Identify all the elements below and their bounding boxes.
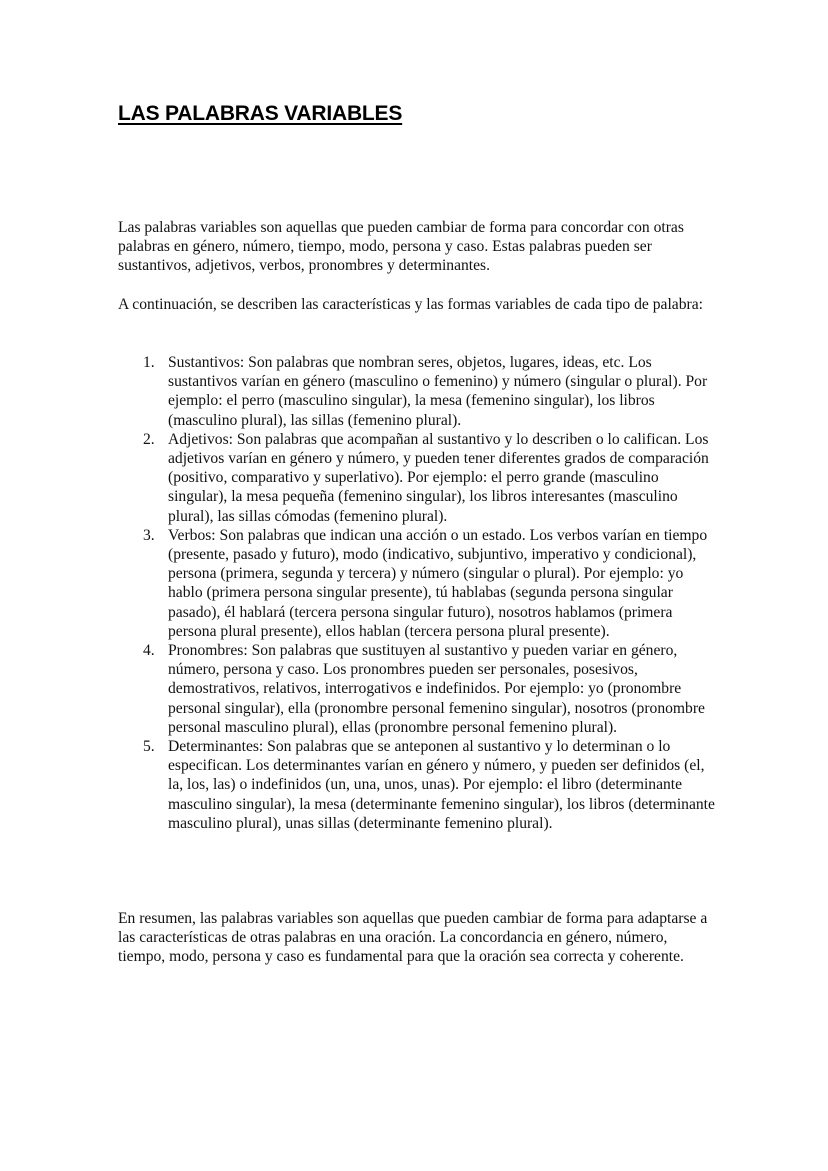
conclusion-paragraph: En resumen, las palabras variables son aquellas que pueden cambiar de forma para adaptarse a las características de otras palabras en una oración. La concordancia en género, número, tiempo, modo, persona y caso es fundamental para que la oración sea correcta y coherente. (118, 910, 708, 966)
list-item-number: 3. (143, 526, 155, 544)
list-item-text: Pronombres: Son palabras que sustituyen al sustantivo y pueden variar en género, número, persona y caso. Los pronombres pueden ser personales, posesivos, demostrativos, relativos, interrogativos e indefinidos. Por ejemplo: yo (pronombre personal singular), ella (pronombre personal femenino singular), nosotros (pronombre personal masculino plural), ellas (pronombre personal femenino plural). (168, 642, 705, 736)
list-item-text: Sustantivos: Son palabras que nombran seres, objetos, lugares, ideas, etc. Los sustantivos varían en género (masculino o femenino) y número (singular o plural). Por ejemplo: el perro (masculino singular), la mesa (femenino singular), los libros (masculino plural), las sillas (femenino plural). (168, 354, 708, 429)
list-item-verbos (118, 526, 718, 641)
list-item-number: 4. (143, 642, 155, 660)
lead-paragraph: A continuación, se describen las características y las formas variables de cada tipo de palabra: (118, 296, 703, 313)
word-type-list (118, 353, 718, 833)
list-item-determinantes (118, 737, 718, 833)
list-item-sustantivos (118, 353, 718, 430)
list-item-text: Determinantes: Son palabras que se anteponen al sustantivo y lo determinan o lo especifican. Los determinantes varían en género y número, y pueden ser definidos (el, la, los, las) o indefinidos (un, una, unos, unas). Por ejemplo: el libro (determinante masculino singular), la mesa (determinante femenino singular), los libros (determinante masculino plural), unas sillas (determinante femenino plural). (168, 738, 715, 832)
list-item-number: 5. (143, 738, 155, 756)
list-item-text: Verbos: Son palabras que indican una acción o un estado. Los verbos varían en tiempo (presente, pasado y futuro), modo (indicativo, subjuntivo, imperativo y condicional), persona (primera, segunda y tercera) y número (singular o plural). Por ejemplo: yo hablo (primera persona singular presente), tú hablabas (segunda persona singular pasado), él hablará (tercera persona singular futuro), nosotros hablamos (primera persona plural presente), ellos hablan (tercera persona plural presente). (168, 526, 708, 640)
list-item-adjetivos (118, 430, 718, 526)
list-item-number: 1. (143, 354, 155, 371)
list-item-number: 2. (143, 430, 155, 448)
intro-paragraph: Las palabras variables son aquellas que pueden cambiar de forma para concordar con otras palabras en género, número, tiempo, modo, persona y caso. Estas palabras pueden ser sustantivos, adjetivos, verbos, pronombres y determinantes. (118, 219, 684, 275)
list-item-pronombres (118, 641, 718, 737)
list-item-text: Adjetivos: Son palabras que acompañan al sustantivo y lo describen o lo califican. Los adjetivos varían en género y número, y pueden tener diferentes grados de comparación (positivo, comparativo y superlativo). Por ejemplo: el perro grande (masculino singular), la mesa pequeña (femenino singular), los libros interesantes (masculino plural), las sillas cómodas (femenino plural). (168, 430, 709, 525)
page-title: LAS PALABRAS VARIABLES (118, 102, 403, 125)
